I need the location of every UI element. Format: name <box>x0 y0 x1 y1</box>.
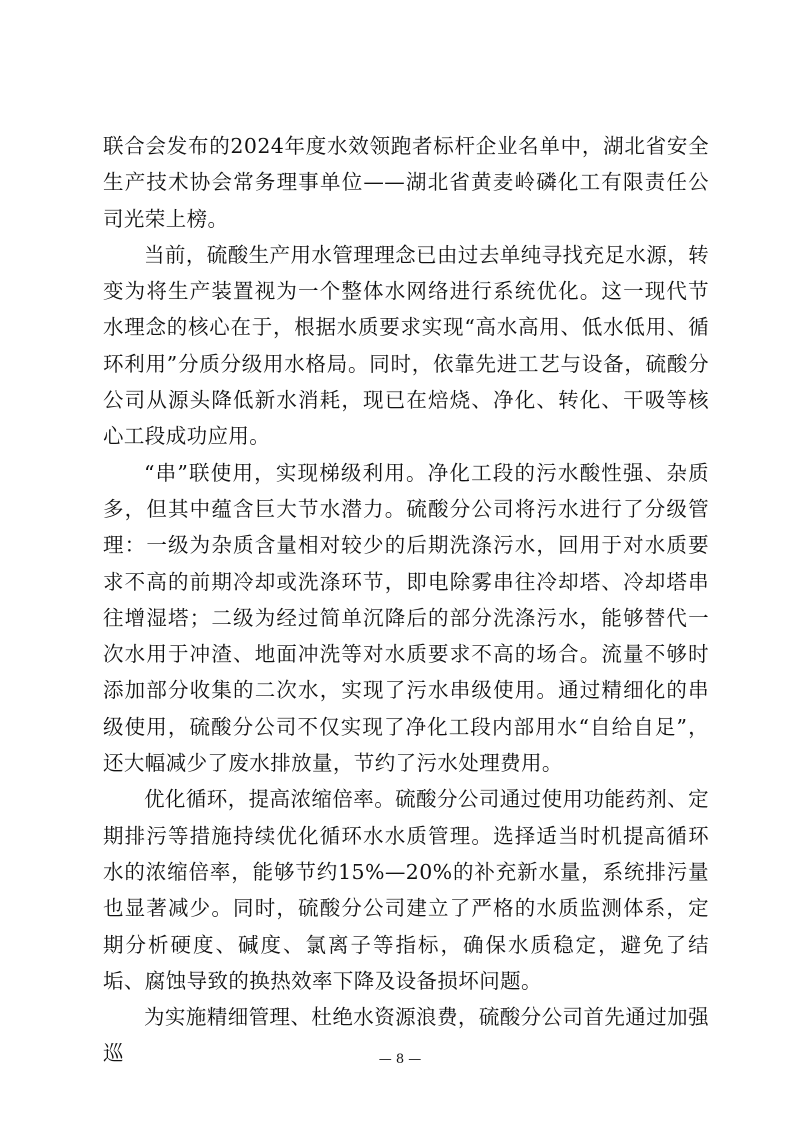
page-number: — 8 — <box>378 1052 422 1067</box>
paragraph-continued: 联合会发布的2024年度水效领跑者标杆企业名单中，湖北省安全生产技术协会常务理事单位——湖北省黄麦岭磷化工有限责任公司光荣上榜。 <box>103 134 709 231</box>
paragraph-circulation: 优化循环，提高浓缩倍率。硫酸分公司通过使用功能药剂、定期排污等措施持续优化循环水水质管理。选择适当时机提高循环水的浓缩倍率，能够节约15%—20%的补充新水量，系统排污量也显著减少。同时，硫酸分公司建立了严格的水质监测体系，定期分析硬度、碱度、氯离子等指标，确保水质稳定，避免了结垢、腐蚀导致的换热效率下降及设备损坏问题。 <box>103 787 709 993</box>
article-body <box>103 128 709 1072</box>
paragraph-cascade-use: “串”联使用，实现梯级利用。净化工段的污水酸性强、杂质多，但其中蕴含巨大节水潜力。硫酸分公司将污水进行了分级管理：一级为杂质含量相对较少的后期洗涤污水，回用于对水质要求不高的前期冷却或洗涤环节，即电除雾串往冷却塔、冷却塔串往增湿塔；二级为经过简单沉降后的部分洗涤污水，能够替代一次水用于冲渣、地面冲洗等对水质要求不高的场合。流量不够时添加部分收集的二次水，实现了污水串级使用。通过精细化的串级使用，硫酸分公司不仅实现了净化工段内部用水“自给自足”，还大幅减少了废水排放量，节约了污水处理费用。 <box>103 460 709 776</box>
paragraph-water-concept: 当前，硫酸生产用水管理理念已由过去单纯寻找充足水源，转变为将生产装置视为一个整体水网络进行系统优化。这一现代节水理念的核心在于，根据水质要求实现“高水高用、低水低用、循环利用”分质分级用水格局。同时，依靠先进工艺与设备，硫酸分公司从源头降低新水消耗，现已在焙烧、净化、转化、干吸等核心工段成功应用。 <box>103 242 709 449</box>
paragraph-fine-management: 为实施精细管理、杜绝水资源浪费，硫酸分公司首先通过加强巡 <box>103 1005 709 1066</box>
